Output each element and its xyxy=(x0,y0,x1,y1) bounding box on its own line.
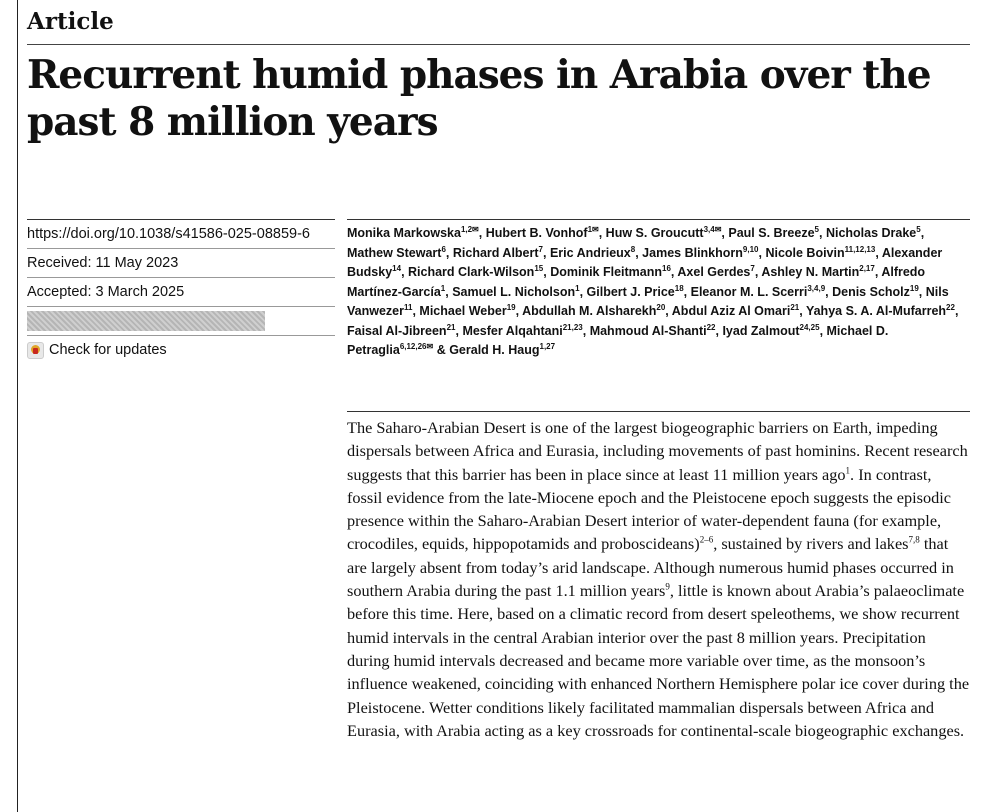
author-name[interactable]: Alfredo Martínez-García xyxy=(347,265,926,299)
abstract-text xyxy=(347,416,970,742)
authors-divider xyxy=(347,219,970,220)
accepted-row xyxy=(27,277,335,306)
author-affiliation: 15 xyxy=(534,263,544,273)
author-name[interactable]: Denis Scholz xyxy=(832,284,910,299)
author-name[interactable]: Gilbert J. Price xyxy=(586,284,675,299)
author-name[interactable]: Paul S. Breeze xyxy=(728,226,815,240)
accepted-date: Accepted: 3 March 2025 xyxy=(27,284,185,300)
author-name[interactable]: Hubert B. Vonhof xyxy=(485,226,588,240)
author-affiliation: 24,25 xyxy=(799,322,820,332)
author-affiliation: 5 xyxy=(814,224,819,234)
redacted-block xyxy=(27,311,265,331)
citation-reference[interactable]: 1 xyxy=(845,465,851,476)
author-affiliation: 18 xyxy=(674,283,684,293)
author-name[interactable]: Gerald H. Haug xyxy=(449,343,540,357)
author-name[interactable]: Mesfer Alqahtani xyxy=(462,323,563,338)
abstract-divider xyxy=(347,411,970,412)
citation-reference[interactable]: 2–6 xyxy=(699,535,714,546)
author-affiliation: 9,10 xyxy=(742,244,759,254)
check-for-updates-label: Check for updates xyxy=(49,342,167,358)
author-affiliation: 1,2✉ xyxy=(460,224,479,234)
author-name[interactable]: Nicholas Drake xyxy=(825,226,917,240)
author-affiliation: 7 xyxy=(750,263,755,273)
author-affiliation: 21 xyxy=(790,302,800,312)
article-title: Recurrent humid phases in Arabia over the past 8 million years xyxy=(27,52,931,145)
author-affiliation: 11 xyxy=(403,302,413,312)
header-divider xyxy=(27,44,970,45)
author-name[interactable]: Samuel L. Nicholson xyxy=(452,284,576,299)
author-list: Monika Markowska$^{1,2✉}$, Hubert B. Vonhof$^{1✉}$, Huw S. Groucutt$^{3,4✉}$, Paul S. Breeze$^5$, Nicholas Drake$^5$, Mathew Stewart$^6$, Richard Albert$^7$, Eric Andrieux$^8$, James Blinkhorn$^{9,10}$, Nicole Boivin$^{11,12,13}$, Alexander Budsky$^{14}$, Richard Clark-Wilson$^{15}$, Dominik Fleitmann$^{16}$, Axel Gerdes$^7$, Ashley N. Martin$^{2,17}$, Alfredo Martínez-García$^1$, Samuel L. Nicholson$^1$, Gilbert J. Price$^{18}$, Eleanor M. L. Scerri$^{3,4,9}$, Denis Scholz$^{19}$, Nils Vanwezer$^{11}$, Michael Weber$^{19}$, Abdullah M. Alsharekh$^{20}$, Abdul Aziz Al Omari$^{21}$, Yahya S. A. Al-Mufarreh$^{22}$, Faisal Al-Jibreen$^{21}$, Mesfer Alqahtani$^{21,23}$, Mahmoud Al-Shanti$^{22}$, Iyad Zalmout$^{24,25}$, Michael D. Petraglia$^{6,12,26✉}$ & Gerald H. Haug$^{1,27}$ xyxy=(347,224,959,357)
abstract-segment: The Saharo-Arabian Desert is one of the largest biogeographic barriers on Earth, impeding dispersals between Africa and Eurasia, including movements of past hominins. Recent research suggests that this barrier has been in place since at least 11 million years ago xyxy=(347,418,968,484)
redacted-row xyxy=(27,306,335,335)
author-name[interactable]: Mathew Stewart xyxy=(347,245,442,260)
author-affiliation: 1 xyxy=(440,283,446,293)
author-name[interactable]: Monika Markowska xyxy=(347,226,461,240)
crossmark-icon xyxy=(27,342,44,359)
author-affiliation: 16 xyxy=(662,263,671,273)
author-name[interactable]: Alexander Budsky xyxy=(347,245,943,279)
author-affiliation: 20 xyxy=(656,302,666,312)
author-name[interactable]: Michael Weber xyxy=(419,304,507,318)
abstract-segment: . In contrast, fossil evidence from the late-Miocene epoch and the Pleistocene epoch suggests the episodic presence within the Saharo-Arabian Desert interior of water-dependent fauna (for example, crocodiles, equids, hippopotamids and proboscideans) xyxy=(347,464,952,554)
author-affiliation: 2,17 xyxy=(859,263,875,273)
check-for-updates-button[interactable] xyxy=(27,335,335,364)
doi-link[interactable]: https://doi.org/10.1038/s41586-025-08859-6 xyxy=(27,226,310,242)
author-name[interactable]: Axel Gerdes xyxy=(677,265,751,279)
author-affiliation: 1 xyxy=(575,283,580,293)
author-affiliation: 11,12,13 xyxy=(844,244,876,254)
author-name[interactable]: Michael D. Petraglia xyxy=(347,323,889,357)
author-name[interactable]: Iyad Zalmout xyxy=(722,323,800,338)
author-name[interactable]: Dominik Fleitmann xyxy=(550,265,663,279)
doi-row xyxy=(27,219,335,248)
abstract-segment: , little is known about Arabia’s palaeoclimate before this time. Here, based on a climatic record from desert speleothems, we show recurrent humid intervals in the central Arabian interior over the past 8 million years. Precipitation during humid intervals decreased and became more variable over time, as the monsoon’s influence weakened, coinciding with enhanced Northern Hemisphere polar ice cover during the Pleistocene. Wetter conditions likely facilitated mammalian dispersals between Africa and Eurasia, with Arabia acting as a key crossroads for continental-scale biogeographic exchanges. xyxy=(347,581,970,740)
author-affiliation: 1✉ xyxy=(587,224,599,234)
received-date: Received: 11 May 2023 xyxy=(27,255,179,271)
author-affiliation: 7 xyxy=(538,244,543,254)
author-name[interactable]: Richard Clark-Wilson xyxy=(408,265,535,279)
author-name[interactable]: Yahya S. A. Al-Mufarreh xyxy=(805,304,947,318)
author-name[interactable]: Eleanor M. L. Scerri xyxy=(690,284,808,299)
author-affiliation: 19 xyxy=(506,302,516,312)
author-affiliation: 6 xyxy=(441,244,446,254)
author-affiliation: 3,4,9 xyxy=(807,283,826,293)
abstract-segment: , sustained by rivers and lakes xyxy=(713,534,909,554)
article-metadata xyxy=(27,219,335,364)
article-type-label: Article xyxy=(27,8,114,35)
author-name[interactable]: Abdul Aziz Al Omari xyxy=(671,304,791,318)
author-affiliation: 22 xyxy=(946,302,955,312)
author-affiliation: 19 xyxy=(909,283,919,293)
author-affiliation: 8 xyxy=(630,244,636,254)
author-affiliation: 3,4✉ xyxy=(703,224,722,234)
author-name[interactable]: Eric Andrieux xyxy=(549,245,631,260)
author-affiliation: 1,27 xyxy=(539,341,556,351)
author-name[interactable]: Huw S. Groucutt xyxy=(605,226,704,240)
citation-reference[interactable]: 7,8 xyxy=(908,535,920,546)
received-row xyxy=(27,248,335,277)
author-affiliation: 5 xyxy=(916,224,921,234)
citation-reference[interactable]: 9 xyxy=(665,581,670,592)
left-margin-rule xyxy=(17,0,18,812)
author-name[interactable]: Ashley N. Martin xyxy=(761,265,860,279)
author-affiliation: 14 xyxy=(392,263,402,273)
author-name[interactable]: Abdullah M. Alsharekh xyxy=(522,304,657,318)
author-name[interactable]: Nicole Boivin xyxy=(765,245,845,260)
author-affiliation: 6,12,26✉ xyxy=(399,341,434,351)
author-name[interactable]: Faisal Al-Jibreen xyxy=(347,323,447,338)
abstract-segment: that are largely absent from today’s arid landscape. Although numerous humid phases occurred in southern Arabia during the past 1.1 million years xyxy=(347,534,954,601)
author-affiliation: 21 xyxy=(446,322,456,332)
author-name[interactable]: James Blinkhorn xyxy=(642,245,743,260)
author-affiliation: 22 xyxy=(706,322,716,332)
author-name[interactable]: Nils Vanwezer xyxy=(347,284,949,318)
author-name[interactable]: Richard Albert xyxy=(452,245,539,260)
author-name[interactable]: Mahmoud Al-Shanti xyxy=(589,323,707,338)
author-affiliation: 21,23 xyxy=(562,322,583,332)
